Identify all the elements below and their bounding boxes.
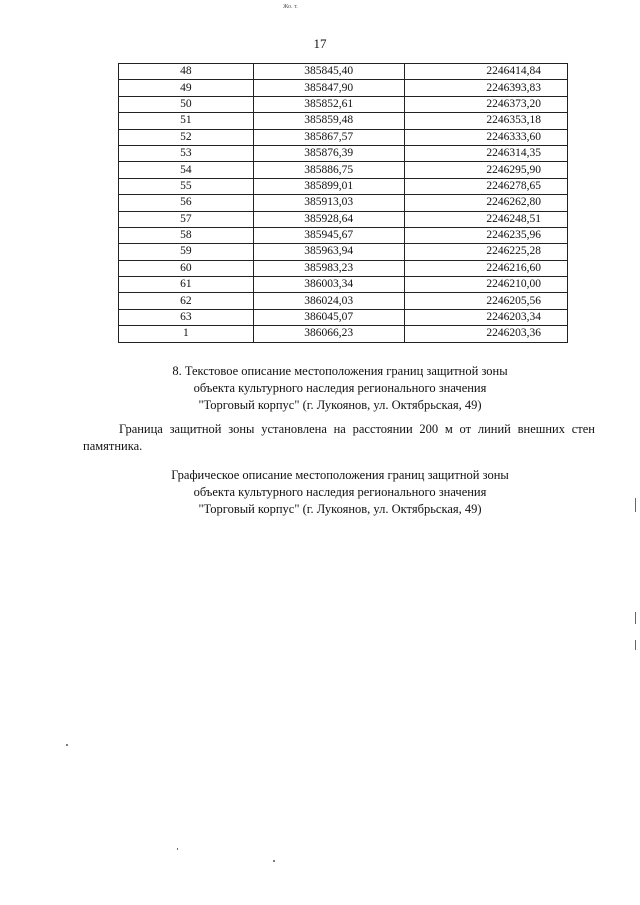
x-coordinate-cell: 386024,03 — [253, 293, 404, 309]
x-coordinate-cell: 385845,40 — [253, 64, 404, 80]
table-row — [119, 178, 568, 194]
y-coordinate-cell: 2246216,60 — [404, 260, 567, 276]
y-coordinate-cell: 2246248,51 — [404, 211, 567, 227]
graphic-heading-line-3: "Торговый корпус" (г. Лукоянов, ул. Октябрьская, 49) — [198, 502, 482, 516]
x-coordinate-cell: 385928,64 — [253, 211, 404, 227]
point-number-cell: 62 — [119, 293, 254, 309]
x-coordinate-cell: 385983,23 — [253, 260, 404, 276]
table-row — [119, 227, 568, 243]
y-coordinate-cell: 2246314,35 — [404, 145, 567, 161]
x-coordinate-cell: 386066,23 — [253, 326, 404, 342]
y-coordinate-cell: 2246278,65 — [404, 178, 567, 194]
point-number-cell: 52 — [119, 129, 254, 145]
coordinates-table-body — [119, 64, 568, 343]
table-row — [119, 129, 568, 145]
point-number-cell: 60 — [119, 260, 254, 276]
x-coordinate-cell: 385899,01 — [253, 178, 404, 194]
y-coordinate-cell: 2246414,84 — [404, 64, 567, 80]
x-coordinate-cell: 385913,03 — [253, 195, 404, 211]
point-number-cell: 61 — [119, 277, 254, 293]
table-row — [119, 80, 568, 96]
y-coordinate-cell: 2246203,36 — [404, 326, 567, 342]
point-number-cell: 51 — [119, 113, 254, 129]
scan-artifact — [635, 498, 636, 512]
y-coordinate-cell: 2246203,34 — [404, 309, 567, 325]
table-row — [119, 195, 568, 211]
table-row — [119, 293, 568, 309]
page-number: 17 — [313, 36, 327, 51]
table-row — [119, 113, 568, 129]
scan-artifact — [273, 860, 275, 862]
scan-artifact — [635, 640, 636, 650]
x-coordinate-cell: 385859,48 — [253, 113, 404, 129]
x-coordinate-cell: 385867,57 — [253, 129, 404, 145]
point-number-cell: 48 — [119, 64, 254, 80]
section-8-heading-line-3: "Торговый корпус" (г. Лукоянов, ул. Октябрьская, 49) — [198, 398, 482, 412]
x-coordinate-cell: 385886,75 — [253, 162, 404, 178]
point-number-cell: 54 — [119, 162, 254, 178]
table-row — [119, 162, 568, 178]
graphic-heading-line-1: Графическое описание местоположения границ защитной зоны — [171, 468, 509, 482]
scan-artifact — [635, 612, 636, 624]
point-number-cell: 55 — [119, 178, 254, 194]
y-coordinate-cell: 2246353,18 — [404, 113, 567, 129]
x-coordinate-cell: 385945,67 — [253, 227, 404, 243]
y-coordinate-cell: 2246295,90 — [404, 162, 567, 178]
section-8-heading-line-2: объекта культурного наследия регионального значения — [193, 381, 487, 395]
y-coordinate-cell: 2246235,96 — [404, 227, 567, 243]
table-row — [119, 244, 568, 260]
point-number-cell: 63 — [119, 309, 254, 325]
table-row — [119, 277, 568, 293]
x-coordinate-cell: 385847,90 — [253, 80, 404, 96]
boundary-paragraph: Граница защитной зоны установлена на расстоянии 200 м от линий внешних стен памятника. — [83, 422, 595, 453]
x-coordinate-cell: 385852,61 — [253, 96, 404, 112]
point-number-cell: 1 — [119, 326, 254, 342]
y-coordinate-cell: 2246225,28 — [404, 244, 567, 260]
y-coordinate-cell: 2246333,60 — [404, 129, 567, 145]
section-8-heading-line-1: 8. Текстовое описание местоположения границ защитной зоны — [172, 364, 508, 378]
point-number-cell: 56 — [119, 195, 254, 211]
point-number-cell: 59 — [119, 244, 254, 260]
coordinates-table — [118, 63, 568, 343]
section-8-heading — [80, 363, 600, 414]
table-row — [119, 64, 568, 80]
point-number-cell: 50 — [119, 96, 254, 112]
y-coordinate-cell: 2246262,80 — [404, 195, 567, 211]
point-number-cell: 58 — [119, 227, 254, 243]
table-row — [119, 326, 568, 342]
point-number-cell: 49 — [119, 80, 254, 96]
point-number-cell: 57 — [119, 211, 254, 227]
y-coordinate-cell: 2246205,56 — [404, 293, 567, 309]
table-row — [119, 309, 568, 325]
table-row — [119, 211, 568, 227]
graphic-heading-line-2: объекта культурного наследия регионального значения — [193, 485, 487, 499]
graphic-description-heading — [80, 467, 600, 518]
x-coordinate-cell: 386003,34 — [253, 277, 404, 293]
x-coordinate-cell: 386045,07 — [253, 309, 404, 325]
x-coordinate-cell: 385876,39 — [253, 145, 404, 161]
table-row — [119, 145, 568, 161]
header-scan-mark: Жо. т. — [283, 4, 298, 10]
x-coordinate-cell: 385963,94 — [253, 244, 404, 260]
table-row — [119, 260, 568, 276]
point-number-cell: 53 — [119, 145, 254, 161]
scan-artifact — [177, 848, 178, 850]
y-coordinate-cell: 2246210,00 — [404, 277, 567, 293]
y-coordinate-cell: 2246373,20 — [404, 96, 567, 112]
y-coordinate-cell: 2246393,83 — [404, 80, 567, 96]
table-row — [119, 96, 568, 112]
scan-artifact — [66, 744, 68, 746]
